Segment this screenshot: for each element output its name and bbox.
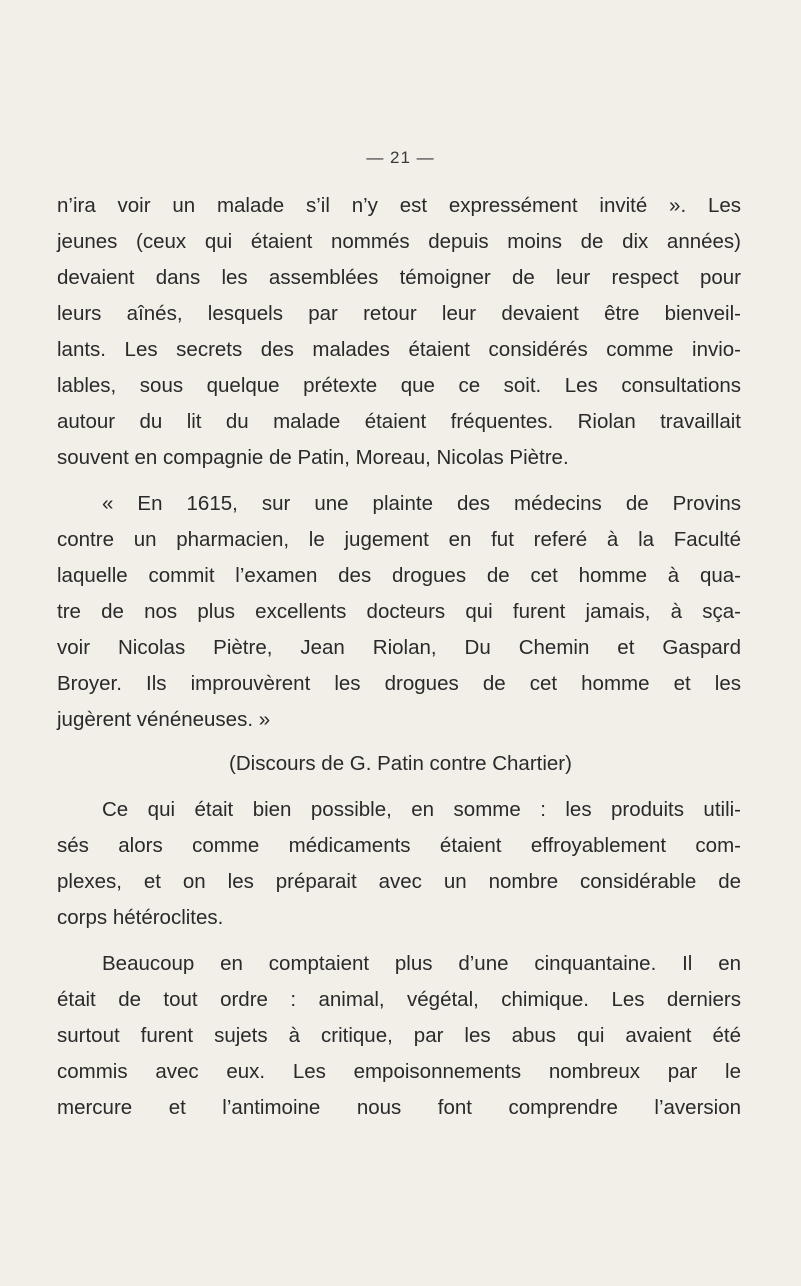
citation: (Discours de G. Patin contre Chartier) <box>229 752 572 775</box>
text-line: Ce qui était bien possible, en somme : les produits utili- <box>102 798 741 821</box>
text-line: Broyer. Ils improuvèrent les drogues de cet homme et les <box>57 672 741 695</box>
text-line: laquelle commit l’examen des drogues de cet homme à qua- <box>57 564 741 587</box>
text-line: Beaucoup en comptaient plus d’une cinquantaine. Il en <box>102 952 741 975</box>
text-line: tre de nos plus excellents docteurs qui furent jamais, à sça- <box>57 600 741 623</box>
text-line: sés alors comme médicaments étaient effroyablement com- <box>57 834 741 857</box>
text-line: jeunes (ceux qui étaient nommés depuis moins de dix années) <box>57 230 741 253</box>
text-line: voir Nicolas Piètre, Jean Riolan, Du Chemin et Gaspard <box>57 636 741 659</box>
text-line: plexes, et on les préparait avec un nombre considérable de <box>57 870 741 893</box>
text-line: autour du lit du malade étaient fréquentes. Riolan travaillait <box>57 410 741 433</box>
text-line: n’ira voir un malade s’il n’y est expressément invité ». Les <box>57 194 741 217</box>
text-line: contre un pharmacien, le jugement en fut referé à la Faculté <box>57 528 741 551</box>
text-line: leurs aînés, lesquels par retour leur devaient être bienveil- <box>57 302 741 325</box>
text-line: était de tout ordre : animal, végétal, chimique. Les derniers <box>57 988 741 1011</box>
text-line: jugèrent vénéneuses. » <box>57 708 271 731</box>
text-line: commis avec eux. Les empoisonnements nombreux par le <box>57 1060 741 1083</box>
text-line: surtout furent sujets à critique, par les abus qui avaient été <box>57 1024 741 1047</box>
text-line: souvent en compagnie de Patin, Moreau, Nicolas Piètre. <box>57 446 569 469</box>
text-line: lants. Les secrets des malades étaient considérés comme invio- <box>57 338 741 361</box>
text-line: « En 1615, sur une plainte des médecins de Provins <box>102 492 741 515</box>
text-line: devaient dans les assemblées témoigner de leur respect pour <box>57 266 741 289</box>
text-line: lables, sous quelque prétexte que ce soit. Les consultations <box>57 374 741 397</box>
page-number: — 21 — <box>366 148 435 167</box>
text-line: mercure et l’antimoine nous font comprendre l’aversion <box>57 1096 741 1119</box>
text-line: corps hétéroclites. <box>57 906 224 929</box>
